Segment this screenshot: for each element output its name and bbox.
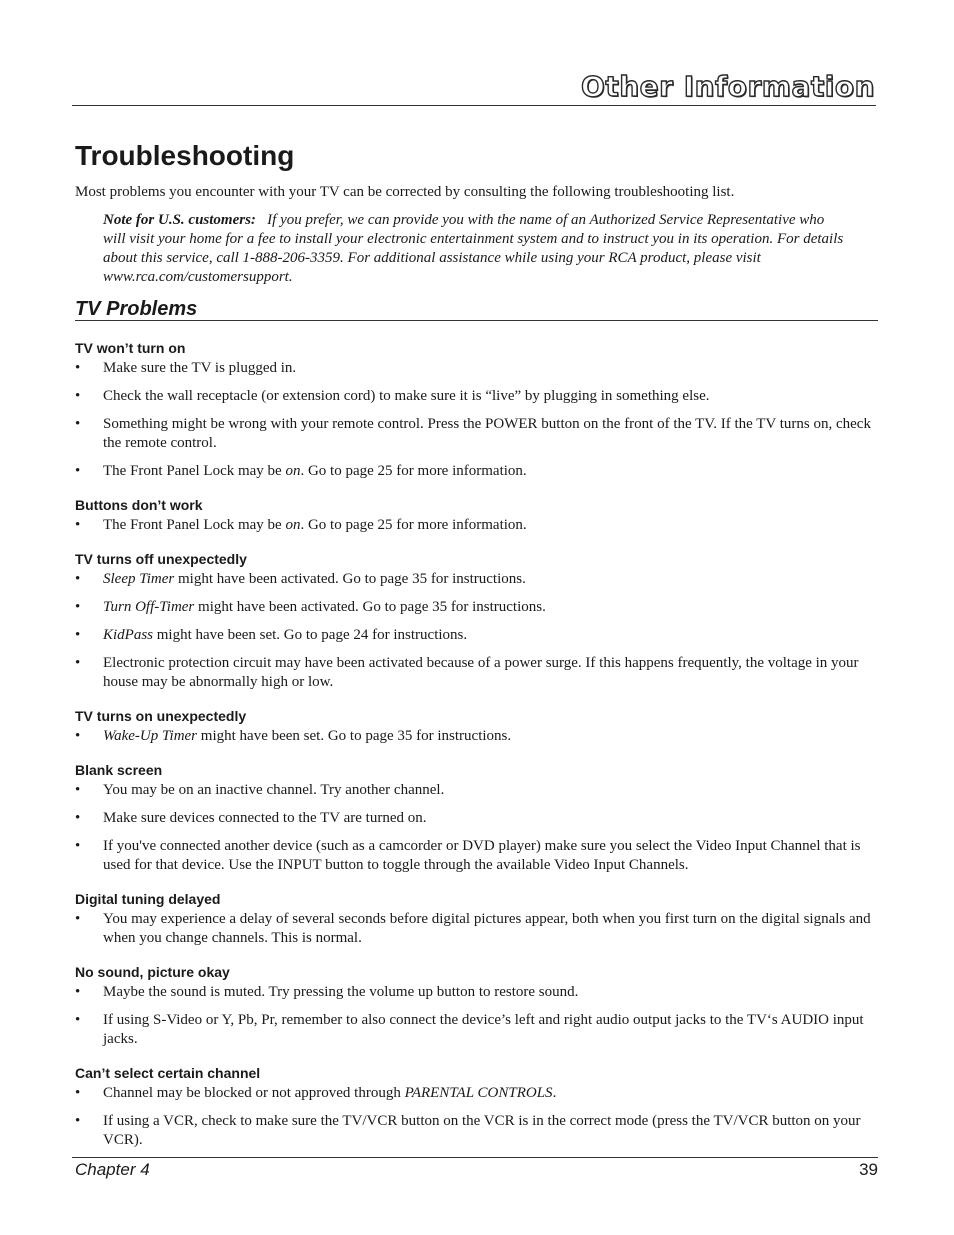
item-text: Check the wall receptacle (or extension cord) to make sure it is “live” by plugging in something else. xyxy=(103,388,710,404)
bullet: • xyxy=(75,1085,81,1101)
item-text: might have been activated. Go to page 35 for instructions. xyxy=(174,571,526,587)
note-label: Note for U.S. customers: xyxy=(103,212,256,228)
problem-block xyxy=(75,707,875,746)
list-item xyxy=(75,910,875,948)
list-item xyxy=(75,415,875,453)
list-item xyxy=(75,626,875,645)
list-item xyxy=(75,837,875,875)
problem-block xyxy=(75,890,875,948)
item-emphasis: PARENTAL CONTROLS xyxy=(404,1085,553,1101)
item-emphasis: on xyxy=(285,517,301,533)
item-text: You may be on an inactive channel. Try another channel. xyxy=(103,782,445,798)
note-text: If you prefer, we can provide you with the name of an Authorized Service Representative who will visit your home for a fee to install your electronic entertainment system and to instruct you in its operation. For details about this service, call 1-888-206-3359. For additional assistance while using your RCA product, please visit www.rca.com/customersupport. xyxy=(103,212,844,285)
item-text: The Front Panel Lock may be xyxy=(103,517,286,533)
problem-heading: TV won’t turn on xyxy=(75,340,186,356)
list-item xyxy=(75,1084,875,1103)
bullet: • xyxy=(75,627,81,643)
bullet: • xyxy=(75,599,81,615)
page-title: Troubleshooting xyxy=(75,140,295,171)
item-text: might have been activated. Go to page 35 for instructions. xyxy=(194,599,546,615)
bullet: • xyxy=(75,571,81,587)
item-text: Something might be wrong with your remote control. Press the POWER button on the front of the TV. If the TV turns on, check the remote control. xyxy=(103,416,871,451)
bullet: • xyxy=(75,463,81,479)
list-item xyxy=(75,781,875,800)
item-text: If using a VCR, check to make sure the TV/VCR button on the VCR is in the correct mode (press the TV/VCR button on your VCR). xyxy=(103,1113,861,1148)
item-text: might have been set. Go to page 24 for instructions. xyxy=(153,627,468,643)
footer-divider xyxy=(72,1157,878,1158)
footer-chapter: Chapter 4 xyxy=(75,1160,150,1179)
item-text: Electronic protection circuit may have been activated because of a power surge. If this happens frequently, the voltage in your house may be abnormally high or low. xyxy=(103,655,859,690)
item-text: If using S-Video or Y, Pb, Pr, remember to also connect the device’s left and right audio output jacks to the TV‘s AUDIO input jacks. xyxy=(103,1012,864,1047)
problem-heading: Buttons don’t work xyxy=(75,497,203,513)
list-item xyxy=(75,809,875,828)
bullet: • xyxy=(75,911,81,927)
bullet: • xyxy=(75,810,81,826)
item-text: might have been set. Go to page 35 for instructions. xyxy=(197,728,512,744)
list-item xyxy=(75,598,875,617)
item-text: Make sure the TV is plugged in. xyxy=(103,360,297,376)
problem-block xyxy=(75,339,875,481)
bullet: • xyxy=(75,360,81,376)
problem-heading: TV turns on unexpectedly xyxy=(75,708,247,724)
item-emphasis: KidPass xyxy=(103,627,154,643)
list-item xyxy=(75,654,875,692)
section-header-title: Other Information xyxy=(581,70,875,103)
page-number: 39 xyxy=(859,1160,878,1179)
problem-block xyxy=(75,550,875,692)
problem-block xyxy=(75,496,875,535)
item-emphasis: on xyxy=(285,463,301,479)
item-emphasis: Turn Off-Timer xyxy=(103,599,195,615)
list-item xyxy=(75,1011,875,1049)
problem-heading: Blank screen xyxy=(75,762,163,778)
problem-heading: No sound, picture okay xyxy=(75,964,230,980)
item-text: If you've connected another device (such as a camcorder or DVD player) make sure you select the Video Input Channel that is used for that device. Use the INPUT button to toggle through the available Video Input Channels. xyxy=(103,838,861,873)
item-text: . xyxy=(552,1085,557,1101)
item-text: Make sure devices connected to the TV are turned on. xyxy=(103,810,427,826)
bullet: • xyxy=(75,416,81,432)
list-item xyxy=(75,727,875,746)
bullet: • xyxy=(75,1113,81,1129)
item-text: The Front Panel Lock may be xyxy=(103,463,286,479)
item-text: Maybe the sound is muted. Try pressing the volume up button to restore sound. xyxy=(103,984,579,1000)
header-divider xyxy=(72,105,876,106)
bullet: • xyxy=(75,1012,81,1028)
bullet: • xyxy=(75,782,81,798)
list-item xyxy=(75,570,875,589)
problem-heading: Digital tuning delayed xyxy=(75,891,221,907)
problem-heading: TV turns off unexpectedly xyxy=(75,551,247,567)
item-text: You may experience a delay of several seconds before digital pictures appear, both when you first turn on the digital signals and when you change channels. This is normal. xyxy=(103,911,871,946)
item-emphasis: Wake-Up Timer xyxy=(103,728,198,744)
list-item xyxy=(75,983,875,1002)
intro-paragraph: Most problems you encounter with your TV can be corrected by consulting the following troubleshooting list. xyxy=(75,184,735,200)
item-text: . Go to page 25 for more information. xyxy=(300,463,527,479)
problem-block xyxy=(75,1064,875,1150)
problems-list xyxy=(75,339,875,1150)
item-text: . Go to page 25 for more information. xyxy=(300,517,527,533)
bullet: • xyxy=(75,517,81,533)
list-item xyxy=(75,387,875,406)
problem-block xyxy=(75,761,875,875)
bullet: • xyxy=(75,838,81,854)
bullet: • xyxy=(75,984,81,1000)
customer-note xyxy=(103,211,848,287)
section-heading: TV Problems xyxy=(75,298,878,321)
list-item xyxy=(75,1112,875,1150)
bullet: • xyxy=(75,655,81,671)
list-item xyxy=(75,516,875,535)
item-text: Channel may be blocked or not approved through xyxy=(103,1085,405,1101)
problem-block xyxy=(75,963,875,1049)
problem-heading: Can’t select certain channel xyxy=(75,1065,261,1081)
list-item xyxy=(75,359,875,378)
list-item xyxy=(75,462,875,481)
item-emphasis: Sleep Timer xyxy=(103,571,175,587)
bullet: • xyxy=(75,388,81,404)
bullet: • xyxy=(75,728,81,744)
